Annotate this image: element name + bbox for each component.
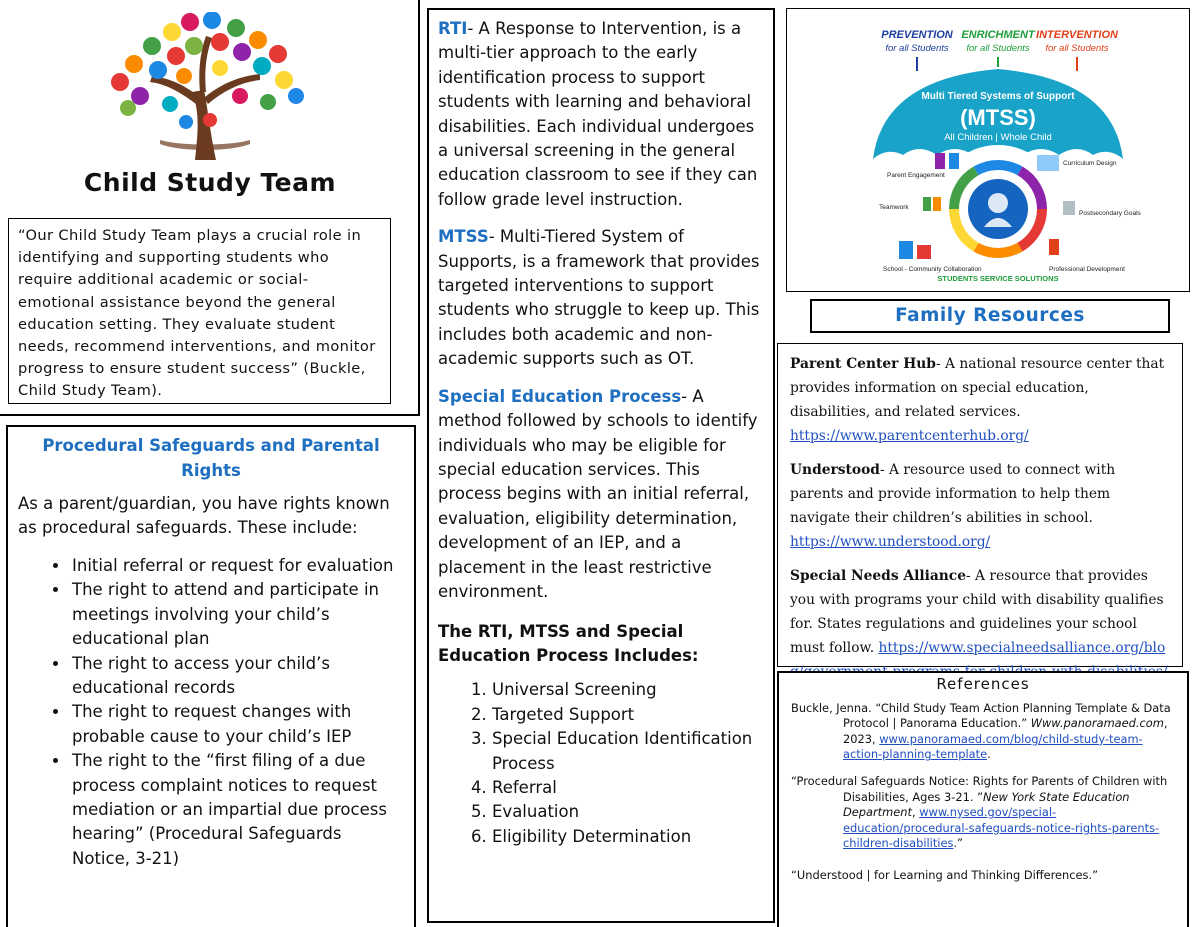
umbrella-top-text: Multi Tiered Systems of Support xyxy=(921,91,1075,102)
mtss-text: - Multi-Tiered System of Supports, is a framework that provides targeted interventions to support students who struggle to keep up. This includes both academic and non-academic supports such as OT. xyxy=(438,227,760,369)
professional-development-label: Professional Development xyxy=(1049,266,1125,273)
family-resources-title: Family Resources xyxy=(810,299,1170,333)
list-item: 2. Targeted Support xyxy=(492,703,764,727)
logo-panel xyxy=(0,0,420,416)
umbrella-sub-text: All Children | Whole Child xyxy=(944,132,1052,143)
curriculum-design-label: Curriculum Design xyxy=(1063,160,1117,167)
list-item: 1. Universal Screening xyxy=(492,678,764,702)
intervention-label: INTERVENTION xyxy=(1036,29,1118,41)
ref-site: Www.panoramaed.com xyxy=(1030,716,1164,731)
resource-parent-center-hub xyxy=(790,352,1170,448)
child-study-team-title: Child Study Team xyxy=(83,168,337,197)
resource-link[interactable]: https://www.understood.org/ xyxy=(790,534,991,550)
ref-text: Buckle, Jenna. “Child Study Team Action Planning Template & Data Protocol | Panorama Education.” xyxy=(791,700,1171,731)
ref-text: “Procedural Safeguards Notice: Rights for Parents of Children with Disabilities, Ages 3-21. ” xyxy=(791,773,1168,804)
rti-definition xyxy=(438,17,764,212)
resource-text: - A resource used to connect with parents and provide information to help them navigate their children’s abilities in school. xyxy=(790,462,1116,526)
references-panel xyxy=(777,671,1189,927)
resource-name: Special Needs Alliance xyxy=(790,568,966,584)
tree-of-hands-logo xyxy=(100,12,310,162)
mtss-term: MTSS xyxy=(438,227,489,247)
resource-text: - A national resource center that provides information on special education, disabilities, and related services. xyxy=(790,356,1165,420)
ref-date: , 2023, xyxy=(843,716,1168,746)
references-title: References xyxy=(936,675,1030,693)
ref-link[interactable]: www.panoramaed.com/blog/child-study-team-action-planning-template xyxy=(843,731,1143,762)
resource-understood xyxy=(790,458,1170,554)
ring-text: STUDENTS SERVICE SOLUTIONS xyxy=(937,274,1059,283)
list-item: • The right to request changes with probable cause to your child’s IEP xyxy=(70,700,404,749)
list-item: • The right to attend and participate in meetings involving your child’s educational plan xyxy=(70,578,404,651)
list-item: • The right to access your child’s educational records xyxy=(70,652,404,701)
sep-text: - A method followed by schools to identify individuals who may be eligible for special education services. This process begins with an initial referral, evaluation, eligibility determination, development of an IEP, and a placement in the least restrictive environment. xyxy=(438,386,758,601)
resource-text: - A resource that provides you with programs your child with disability qualifies for. States regulations and guidelines your school must follow. xyxy=(790,568,1164,656)
safeguards-list xyxy=(18,554,404,871)
resource-link[interactable]: https://www.specialneedsalliance.org/blo xyxy=(878,640,1166,656)
ref-site: New York State Education Department xyxy=(843,789,1130,820)
school-community-label: School - Community Collaboration xyxy=(883,266,982,273)
mtss-umbrella-graphic xyxy=(786,8,1190,292)
prevention-sub: for all Students xyxy=(885,43,949,54)
reference-item: “Understood | for Learning and Thinking Differences.” xyxy=(791,867,1099,882)
family-resources-list xyxy=(777,343,1183,667)
intervention-sub: for all Students xyxy=(1045,43,1109,54)
list-item: 3. Special Education Identification Process xyxy=(492,727,764,776)
team-quote: “Our Child Study Team plays a crucial role in identifying and supporting students who require additional academic or social-emotional assistance beyond the general education setting. They evaluate student needs, recommend interventions, and monitor progress to ensure student success” (Buckle, Child Study Team). xyxy=(8,218,391,404)
list-item: 6. Eligibility Determination xyxy=(492,825,764,849)
safeguards-title: Procedural Safeguards and Parental Rights xyxy=(42,436,380,480)
enrichment-sub: for all Students xyxy=(966,43,1030,54)
rti-term: RTI xyxy=(438,19,468,38)
list-item: • The right to the “first filing of a due process complaint notices to request mediation or an impartial due process hearing” (Procedural Safeguards Notice, 3-21) xyxy=(70,749,404,871)
process-steps-list xyxy=(438,678,764,849)
list-item: 4. Referral xyxy=(492,776,764,800)
list-item: 5. Evaluation xyxy=(492,800,764,824)
resource-name: Understood xyxy=(790,462,880,478)
safeguards-intro: As a parent/guardian, you have rights known as procedural safeguards. These include: xyxy=(18,494,390,537)
sep-definition xyxy=(438,385,764,605)
procedural-safeguards-panel xyxy=(6,425,416,927)
postsecondary-goals-label: Postsecondary Goals xyxy=(1079,210,1141,217)
reference-item: “Procedural Safeguards Notice: Rights for Parents of Children with Disabilities, Ages 3-21. ”New York State Education Department, www.nysed.gov/special-education/procedural-safeguards-notice-rights-parents-children-disabilities.” xyxy=(791,773,1168,851)
ref-link[interactable]: www.nysed.gov/special-education/procedural-safeguards-notice-rights-parents-children-disabilities xyxy=(843,805,1160,851)
umbrella-main-text: (MTSS) xyxy=(960,105,1036,130)
rti-text: - A Response to Intervention, is a multi-tier approach to the early identification process to support students with learning and behavioral disabilities. Each individual undergoes a universal screening in the general education classroom to see if they can follow grade level instruction. xyxy=(438,19,758,209)
definitions-panel xyxy=(427,8,775,923)
mtss-definition xyxy=(438,225,764,371)
prevention-label: PREVENTION xyxy=(881,29,953,41)
resource-link[interactable]: https://www.parentcenterhub.org/ xyxy=(790,428,1029,444)
process-title: The RTI, MTSS and Special Education Process Includes: xyxy=(438,622,699,666)
teamwork-label: Teamwork xyxy=(879,204,909,211)
resource-name: Parent Center Hub xyxy=(790,356,936,372)
parent-engagement-label: Parent Engagement xyxy=(887,172,945,179)
enrichment-label: ENRICHMENT xyxy=(961,29,1035,41)
list-item: • Initial referral or request for evaluation xyxy=(70,554,404,578)
reference-item: Buckle, Jenna. “Child Study Team Action Planning Template & Data Protocol | Panorama Education.” Www.panoramaed.com, 2023, www.panoramaed.com/blog/child-study-team-action-planning-template. xyxy=(791,700,1171,762)
sep-term: Special Education Process xyxy=(438,386,682,406)
resource-special-needs-alliance xyxy=(790,564,1170,684)
